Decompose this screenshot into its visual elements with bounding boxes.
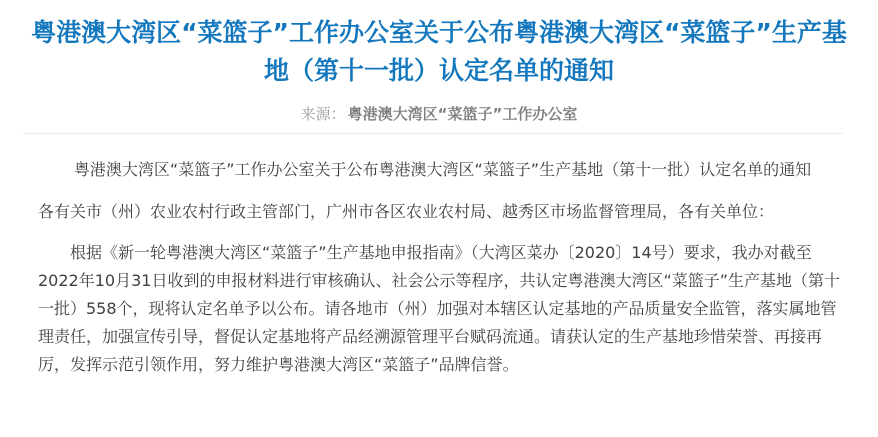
page-title: 粤港澳大湾区“菜篮子”工作办公室关于公布粤港澳大湾区“菜篮子”生产基地（第十一批）认定名单的通知 bbox=[31, 18, 847, 85]
source-line bbox=[25, 103, 853, 125]
source-label: 来源： bbox=[300, 105, 346, 123]
source-value: 粤港澳大湾区“菜篮子”工作办公室 bbox=[347, 105, 578, 123]
header-divider bbox=[23, 133, 843, 134]
body-paragraph: 根据《新一轮粤港澳大湾区“菜篮子”生产基地申报指南》（大湾区菜办〔2020〕14号）要求，我办对截至2022年10月31日收到的申报材料进行审核确认、社会公示等程序，共认定粤港澳大湾区“菜篮子”生产基地（第十一批）558个，现将认定名单予以公布。请各地市（州）加强对本辖区认定基地的产品质量安全监管，落实属地管理责任，加强宣传引导，督促认定基地将产品经溯源管理平台赋码流通。请获认定的生产基地珍惜荣誉、再接再厉，发挥示范引领作用，努力维护粤港澳大湾区“菜篮子”品牌信誉。 bbox=[38, 243, 841, 374]
notice-article bbox=[0, 156, 878, 379]
article-heading: 粤港澳大湾区“菜篮子”工作办公室关于公布粤港澳大湾区“菜篮子”生产基地（第十一批）认定名单的通知 bbox=[73, 160, 812, 179]
salutation-line: 各有关市（州）农业农村行政主管部门，广州市各区农业农村局、越秀区市场监督管理局，各有关单位： bbox=[38, 202, 775, 221]
notice-page bbox=[0, 14, 878, 437]
